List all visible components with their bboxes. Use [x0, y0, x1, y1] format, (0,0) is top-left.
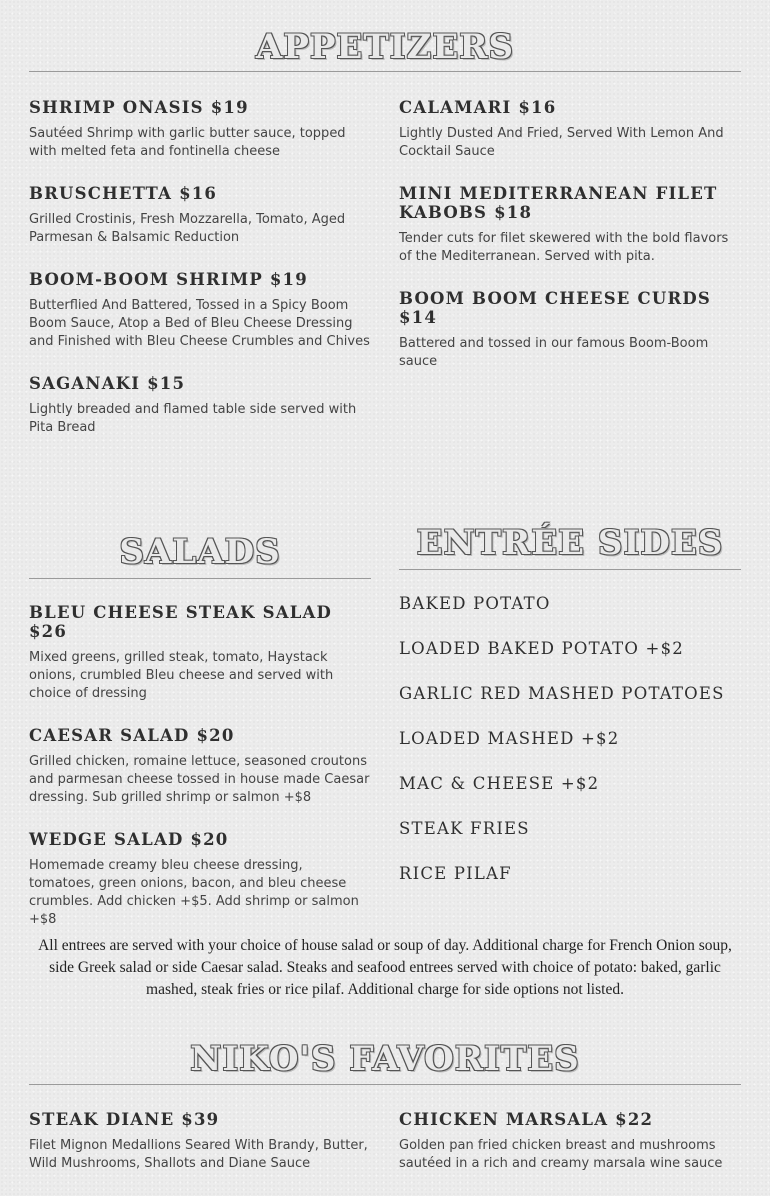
item-description: Butterflied And Battered, Tossed in a Spicy Boom Boom Sauce, Atop a Bed of Bleu Cheese Dressing and Finished with Bleu Cheese Crumbles and Chives [29, 298, 370, 349]
appetizers-section [29, 27, 741, 72]
menu-item [29, 98, 371, 161]
item-description: Lightly breaded and flamed table side served with Pita Bread [29, 402, 357, 435]
menu-item [29, 830, 371, 929]
sides-section [399, 523, 741, 570]
salads-section [29, 532, 371, 579]
item-name: BLEU CHEESE STEAK SALAD $26 [29, 603, 333, 641]
appetizers-title: APPETIZERS [255, 27, 515, 67]
entree-note-text: All entrees are served with your choice of house salad or soup of day. Additional charge for French Onion soup, side Greek salad or side Caesar salad. Steaks and seafood entrees served with choice of potato: baked, garlic mashed, steak fries or rice pilaf. Additional charge for side options not listed. [38, 937, 732, 998]
favorites-divider [29, 1084, 741, 1085]
side-item: GARLIC RED MASHED POTATOES [399, 684, 725, 703]
favorites-section [29, 1039, 741, 1085]
item-description: Grilled chicken, romaine lettuce, seasoned croutons and parmesan cheese tossed in house made Caesar dressing. Sub grilled shrimp or salmon +$8 [29, 754, 370, 805]
side-item: LOADED MASHED +$2 [399, 729, 620, 748]
menu-item [29, 603, 371, 703]
menu-item [399, 289, 741, 371]
item-description: Golden pan fried chicken breast and mushrooms sautéed in a rich and creamy marsala wine sauce [399, 1138, 723, 1171]
item-description: Mixed greens, grilled steak, tomato, Haystack onions, crumbled Bleu cheese and served with choice of dressing [29, 650, 334, 701]
favorites-right-column [399, 1110, 741, 1196]
side-item: LOADED BAKED POTATO +$2 [399, 639, 684, 658]
side-item: BAKED POTATO [399, 594, 551, 613]
menu-item [29, 1110, 371, 1173]
item-name: BRUSCHETTA $16 [29, 184, 218, 203]
appetizers-right-column [399, 98, 741, 394]
salads-column [29, 603, 371, 952]
item-name: CALAMARI $16 [399, 98, 557, 117]
menu-item [399, 98, 741, 161]
salads-divider [29, 578, 371, 579]
menu-item [399, 184, 741, 266]
favorites-title: NIKO'S FAVORITES [190, 1039, 580, 1079]
item-name: WEDGE SALAD $20 [29, 830, 229, 849]
item-name: SAGANAKI $15 [29, 374, 186, 393]
item-name: SHRIMP ONASIS $19 [29, 98, 249, 117]
side-item: MAC & CHEESE +$2 [399, 774, 600, 793]
entree-note [29, 935, 741, 1001]
item-description: Lightly Dusted And Fried, Served With Lemon And Cocktail Sauce [399, 126, 724, 159]
menu-item [29, 270, 371, 351]
item-description: Tender cuts for filet skewered with the bold flavors of the Mediterranean. Served with pita. [399, 231, 729, 264]
salads-title: SALADS [119, 532, 281, 572]
item-name: CHICKEN MARSALA $22 [399, 1110, 654, 1129]
item-description: Battered and tossed in our famous Boom-Boom sauce [399, 336, 709, 369]
sides-column [399, 594, 741, 909]
menu-item [399, 1110, 741, 1173]
item-description: Homemade creamy bleu cheese dressing, tomatoes, green onions, bacon, and bleu cheese crumbles. Add chicken +$5. Add shrimp or salmon +$8 [29, 858, 359, 927]
appetizers-left-column [29, 98, 371, 460]
favorites-left-column [29, 1110, 371, 1196]
menu-item [29, 726, 371, 807]
side-item: RICE PILAF [399, 864, 512, 883]
item-name: STEAK DIANE $39 [29, 1110, 220, 1129]
item-name: BOOM BOOM CHEESE CURDS $14 [399, 289, 711, 327]
sides-divider [399, 569, 741, 570]
item-description: Sautéed Shrimp with garlic butter sauce, topped with melted feta and fontinella cheese [29, 126, 346, 159]
appetizers-divider [29, 71, 741, 72]
item-name: CAESAR SALAD $20 [29, 726, 235, 745]
item-name: MINI MEDITERRANEAN FILET KABOBS $18 [399, 184, 718, 222]
sides-title: ENTRÉE SIDES [416, 523, 724, 563]
menu-item [29, 374, 371, 437]
item-description: Grilled Crostinis, Fresh Mozzarella, Tomato, Aged Parmesan & Balsamic Reduction [29, 212, 346, 245]
side-item: STEAK FRIES [399, 819, 530, 838]
item-name: BOOM-BOOM SHRIMP $19 [29, 270, 308, 289]
item-description: Filet Mignon Medallions Seared With Brandy, Butter, Wild Mushrooms, Shallots and Diane Sauce [29, 1138, 368, 1171]
menu-item [29, 184, 371, 247]
